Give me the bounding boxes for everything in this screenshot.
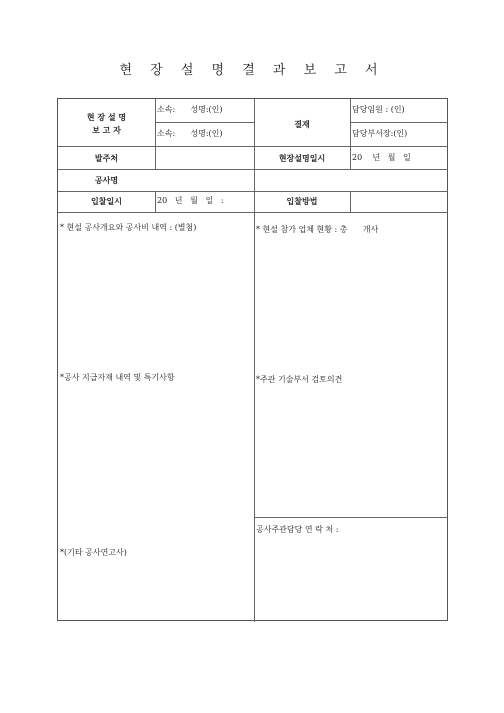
briefing-date-value: 20 년 월 일: [352, 153, 411, 162]
contact-divider: [254, 517, 448, 518]
reporter-row-divider: [155, 122, 254, 123]
notes-section: *(기타 공사연고사): [60, 548, 127, 557]
contact-section: 공사주관담당 연 락 처 :: [256, 525, 339, 534]
document-title: 현 장 설 명 결 과 보 고 서: [119, 63, 385, 78]
row-divider-4: [58, 212, 448, 213]
row-divider-2: [58, 169, 448, 170]
approval-officer: 담당임원 : (인): [352, 105, 405, 114]
col-divider-bid-label: [155, 191, 156, 212]
approval-manager: 담당부서장:(인): [352, 129, 408, 138]
col-divider-bid-method: [350, 191, 351, 212]
row-divider-3: [58, 191, 448, 192]
materials-section: *공사 지급자재 내역 및 특기사항: [60, 373, 175, 382]
report-form: [57, 98, 448, 621]
briefing-date-label: 현장설명일시: [278, 153, 326, 163]
participants-section: * 현설 참가 업체 현황 : 총 개사: [256, 225, 379, 234]
client-label: 발주처: [94, 153, 119, 163]
bid-method-label: 입찰방법: [286, 196, 318, 206]
col-divider-approval: [350, 99, 351, 169]
reporter-affiliation-2: 소속: 성명:(인): [157, 129, 223, 138]
review-section: *주관 기술부서 검토의견: [256, 375, 343, 384]
project-name-label: 공사명: [94, 175, 119, 185]
reporter-affiliation-1: 소속: 성명:(인): [157, 105, 223, 114]
overview-section: * 현설 공사개요와 공사비 내역 : (별첨): [60, 223, 197, 232]
col-divider-middle: [254, 99, 255, 622]
col-divider-label: [155, 99, 156, 169]
approval-row-divider: [350, 122, 448, 123]
bid-date-value: 20 년 월 일 :: [157, 196, 224, 205]
reporter-label-line2: 보 고 자: [92, 125, 121, 135]
approval-label: 결재: [294, 119, 310, 129]
bid-date-label: 입찰일시: [91, 196, 122, 206]
reporter-label-line1: 현 장 설 명: [86, 112, 127, 122]
row-divider-1: [58, 146, 448, 147]
